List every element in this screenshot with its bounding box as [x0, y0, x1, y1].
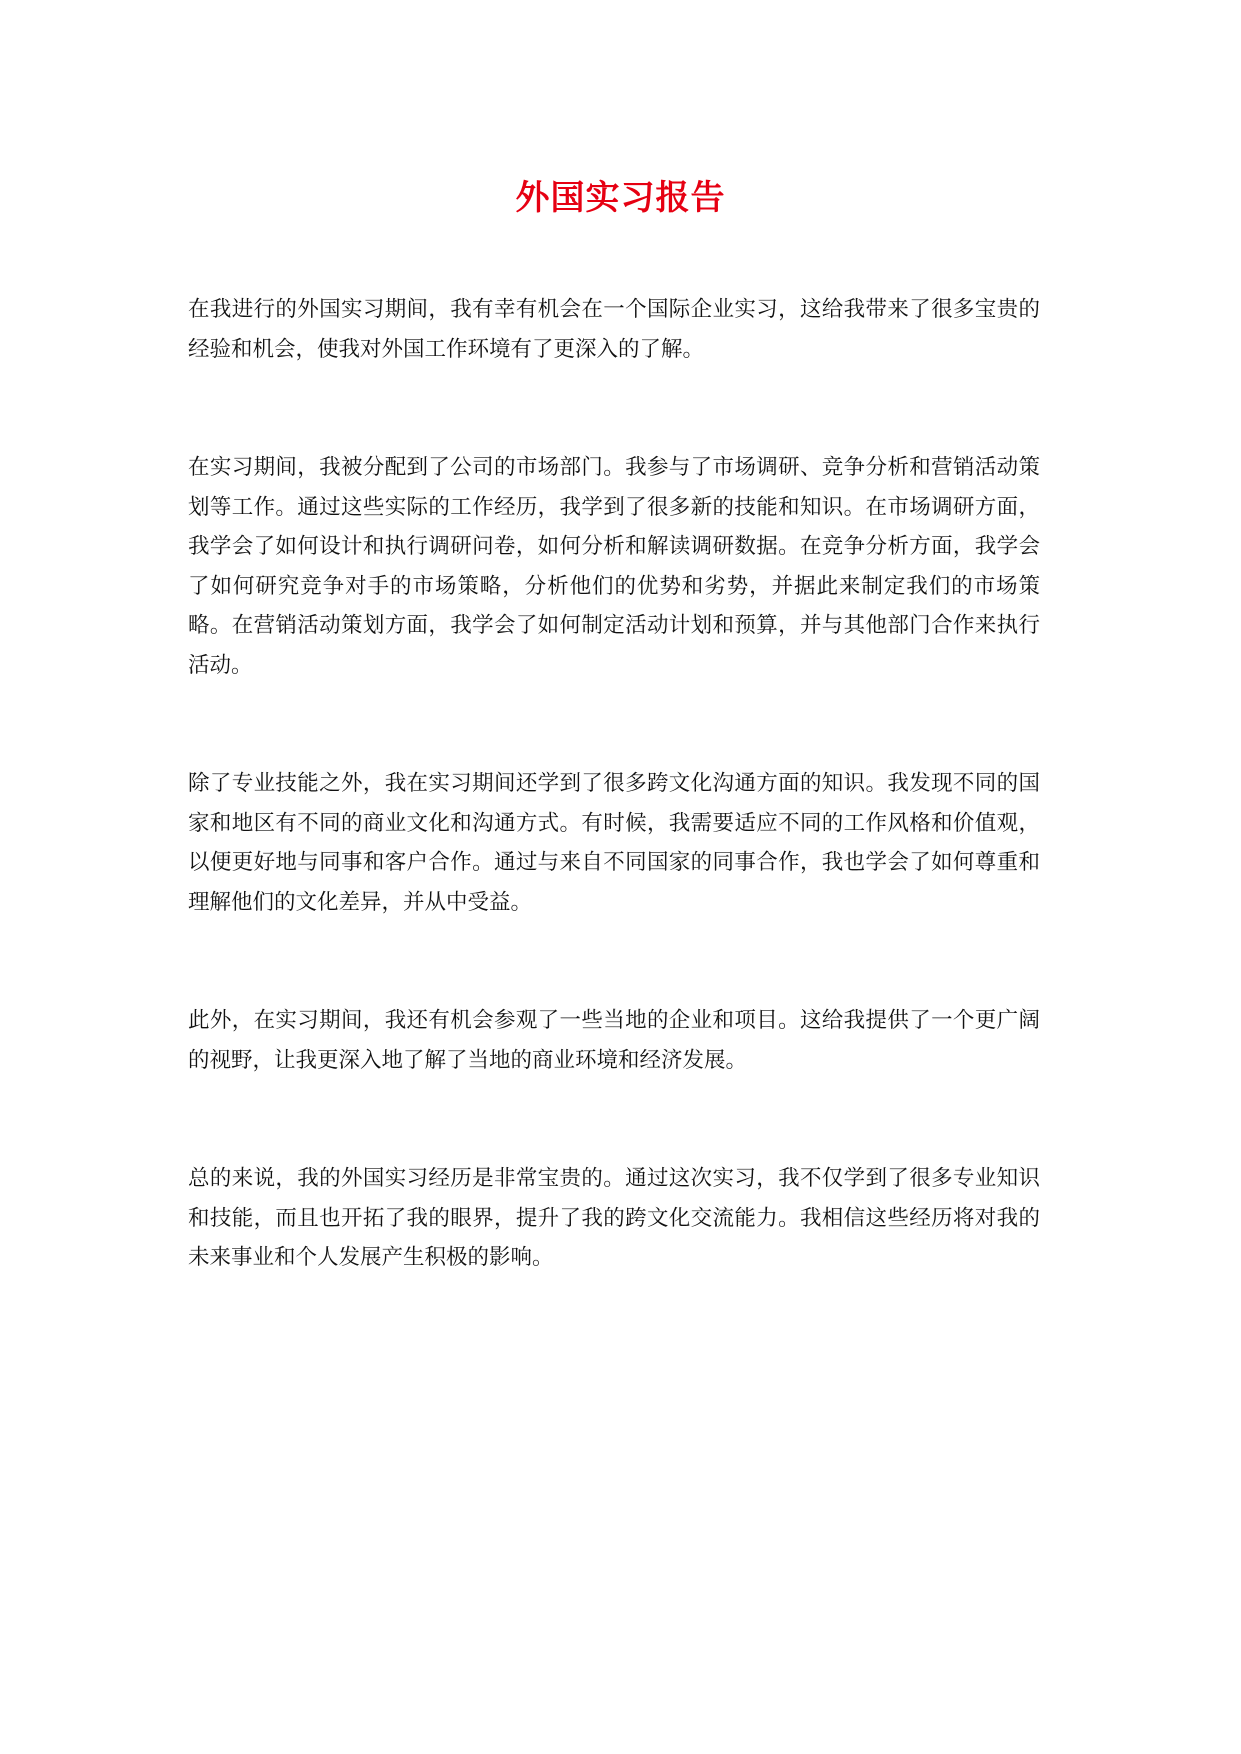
paragraph-cross-cultural: 除了专业技能之外，我在实习期间还学到了很多跨文化沟通方面的知识。我发现不同的国家和地区有不同的商业文化和沟通方式。有时候，我需要适应不同的工作风格和价值观，以便更好地与同事和客户合作。通过与来自不同国家的同事合作，我也学会了如何尊重和理解他们的文化差异，并从中受益。 [188, 771, 1040, 915]
paragraph-intro: 在我进行的外国实习期间，我有幸有机会在一个国际企业实习，这给我带来了很多宝贵的经验和机会，使我对外国工作环境有了更深入的了解。 [188, 297, 1040, 362]
paragraph-conclusion: 总的来说，我的外国实习经历是非常宝贵的。通过这次实习，我不仅学到了很多专业知识和技能，而且也开拓了我的眼界，提升了我的跨文化交流能力。我相信这些经历将对我的未来事业和个人发展产生积极的影响。 [188, 1166, 1040, 1270]
paragraph-site-visits: 此外，在实习期间，我还有机会参观了一些当地的企业和项目。这给我提供了一个更广阔的视野，让我更深入地了解了当地的商业环境和经济发展。 [188, 1008, 1040, 1073]
paragraph-marketing-work: 在实习期间，我被分配到了公司的市场部门。我参与了市场调研、竞争分析和营销活动策划等工作。通过这些实际的工作经历，我学到了很多新的技能和知识。在市场调研方面，我学会了如何设计和执行调研问卷，如何分析和解读调研数据。在竞争分析方面，我学会了如何研究竞争对手的市场策略，分析他们的优势和劣势，并据此来制定我们的市场策略。在营销活动策划方面，我学会了如何制定活动计划和预算，并与其他部门合作来执行活动。 [188, 455, 1040, 678]
document-body [188, 290, 1040, 1357]
page-title: 外国实习报告 [515, 178, 726, 218]
